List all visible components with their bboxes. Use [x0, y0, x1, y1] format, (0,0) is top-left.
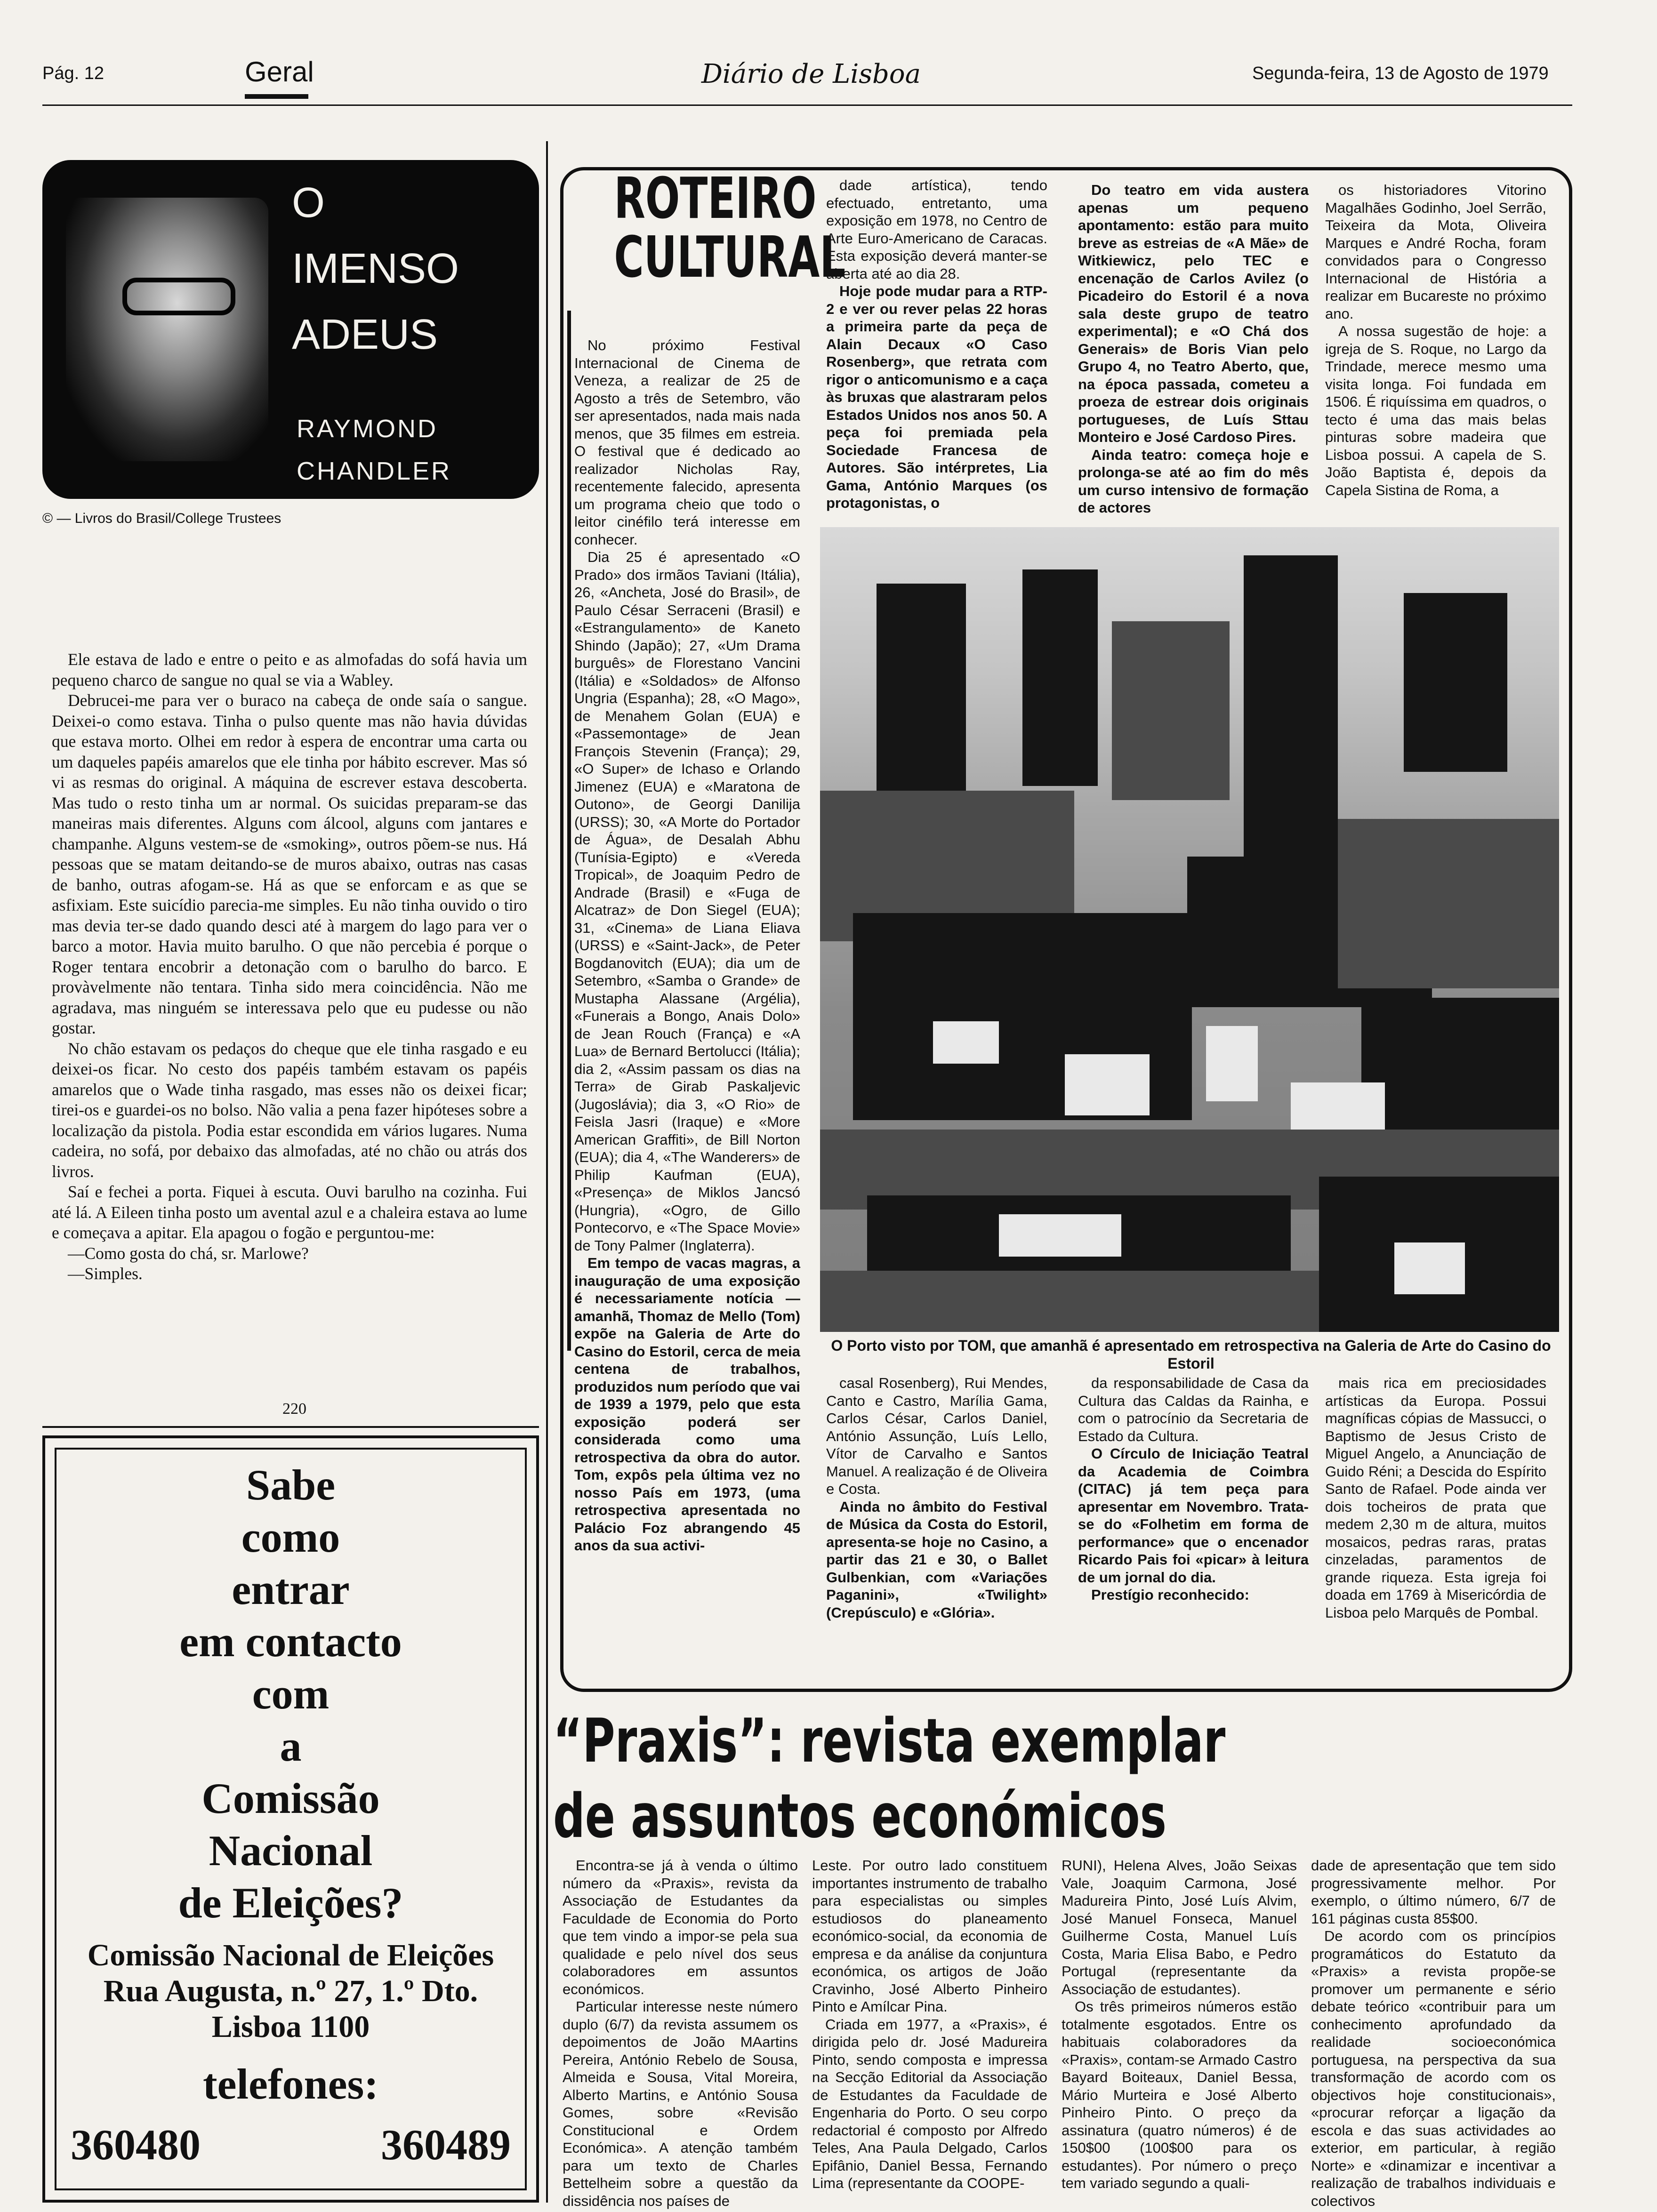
- story-paragraph: Ele estava de lado e entre o peito e as almofadas do sofá havia um pequeno charco de sangue no qual se via a Wabley.: [52, 650, 527, 689]
- ad-line: como: [241, 1513, 340, 1561]
- roteiro-paragraph: Prestígio reconhecido:: [1091, 1587, 1249, 1603]
- praxis-paragraph: RUNI), Helena Alves, João Seixas Vale, Joaquim Carmona, José Madureira Pinto, José Luís Alvim, José Manuel Fonseca, Manuel Guilherme Costa, Manuel Luís Costa, Maria Elisa Babo, e Pedro Portugal (representante da Associação de estudantes).: [1062, 1857, 1297, 1997]
- roteiro-left-bar: [567, 311, 571, 1351]
- column-separator: [546, 141, 548, 2203]
- praxis-column-1: [563, 1857, 798, 2210]
- serial-author-last: CHANDLER: [297, 457, 452, 485]
- ad-inner-frame: [55, 1448, 527, 2190]
- roteiro-paragraph: A nossa sugestão de hoje: a igreja de S. Roque, no Largo da Trindade, merece mesmo uma visita longa. Foi fundada em 1506. É riquíssima em quadros, o tecto é uma das mais belas pinturas sobre madeira que Lisboa possui. A capela de S. João Baptista é, depois da Capela Sistina de Roma, a: [1325, 323, 1546, 498]
- roteiro-column-4: [1325, 181, 1546, 499]
- roteiro-title-line2: CULTURAL: [614, 225, 846, 290]
- story-dialogue: —Simples.: [68, 1264, 143, 1283]
- ad-line: entrar: [232, 1565, 350, 1613]
- ad-line: Nacional: [209, 1827, 373, 1875]
- ad-phone-1: 360480: [71, 2121, 201, 2169]
- roteiro-paragraph: Ainda no âmbito do Festival de Música da Costa do Estoril, apresenta-se hoje no Casino, a partir das 21 e 30, o Ballet Gulbenkian, com «Variações Paganini», «Twilight» (Crepúsculo) e «Glória».: [826, 1498, 1047, 1621]
- roteiro-paragraph: Hoje pode mudar para a RTP-2 e ver ou rever pelas 22 horas a primeira parte da peça de Alain Decaux «O Caso Rosenberg», que retrata com rigor o anticomunismo e a caça às bruxas que alastraram pelos Estados Unidos nos anos 50. A peça foi premiada pela Sociedade Francesa de Autores. São intérpretes, Lia Gama, António Marques (os protagonistas, o: [826, 283, 1047, 511]
- serial-story: [52, 649, 527, 1284]
- roteiro-paragraph: O Círculo de Iniciação Teatral da Academia de Coimbra (CITAC) já tem peça para apresentar em Novembro. Trata-se do «Folhetim em forma de performance» que o encenador Ricardo Pais foi «picar» à leitura de um jornal do dia.: [1078, 1445, 1309, 1586]
- roteiro-paragraph: casal Rosenberg), Rui Mendes, Canto e Castro, Marília Gama, Carlos César, Carlos Daniel, António Assunção, Luís Lello, Vítor de Carvalho e Santos Manuel. A realização é de Oliveira e Costa.: [826, 1375, 1047, 1497]
- ad-line: em contacto: [179, 1618, 402, 1666]
- praxis-paragraph: dade de apresentação que tem sido progressivamente melhor. Por exemplo, o último número, 6/7 de 161 páginas custa 85$00.: [1311, 1857, 1556, 1927]
- page-number: Pág. 12: [42, 64, 104, 83]
- praxis-headline-line1: “Praxis”: revista exemplar: [553, 1706, 1226, 1776]
- praxis-paragraph: Encontra-se já à venda o último número da «Praxis», revista da Associação de Estudantes da Faculdade de Economia do Porto que tem vindo a impor-se pela sua qualidade e pelo nível dos seus colaboradores em assuntos económicos.: [563, 1857, 798, 1997]
- story-paragraph: No chão estavam os pedaços do cheque que ele tinha rasgado e eu deixei-os ficar. No cesto dos papéis também estavam os papéis amarelos que o Wade tinha rasgado, mas esses não os deixei ficar; tirei-os e guardei-os no bolso. Não valia a pena fazer hipóteses sobre a localização da pistola. Podia estar escondida em vários lugares. Numa cadeira, no sofá, por debaixo das almofadas, até no chão ou atrás dos livros.: [52, 1039, 527, 1181]
- roteiro-column-3: [1078, 181, 1309, 517]
- serial-title-line1: IMENSO: [292, 245, 459, 292]
- serial-title-o: O: [292, 179, 325, 226]
- roteiro-paragraph: Em tempo de vacas magras, a inauguração de uma exposição é necessariamente notícia — amanhã, Thomaz de Mello (Tom) expõe na Galeria de Arte do Casino do Estoril, cerca de meia centena de trabalhos, produzidos num período que vai de 1939 a 1979, pelo que esta exposição poderá ser considerada como uma retrospectiva da obra do autor. Tom, expôs pela última vez no nosso País em 1973, (uma retrospectiva apresentada no Palácio Foz abrangendo 45 anos da sua activi-: [574, 1255, 800, 1554]
- ad-phone-numbers: [71, 2120, 511, 2170]
- newspaper-title: Diário de Lisboa: [701, 59, 921, 89]
- roteiro-column-3-bottom: [1078, 1374, 1309, 1604]
- header-rule: [42, 104, 1572, 106]
- praxis-paragraph: Criada em 1977, a «Praxis», é dirigida pelo dr. José Madureira Pinto, sendo composta e impressa na Secção Editorial da Associação de Estudantes da Faculdade de Engenharia do Porto. O seu corpo redactorial é composto por Alfredo Teles, Ana Paula Delgado, Carlos Epifânio, Daniel Bessa, Fernando Lima (representante da COOPE-: [812, 2016, 1047, 2191]
- cne-advertisement: [42, 1435, 539, 2203]
- roteiro-paragraph: Ainda teatro: começa hoje e prolonga-se até ao fim do mês um curso intensivo de formação de actores: [1078, 446, 1309, 516]
- serial-page-number: 220: [282, 1400, 306, 1418]
- roteiro-title-line1: ROTEIRO: [614, 166, 817, 232]
- praxis-paragraph: De acordo com os princípios programáticos do Estatuto da «Praxis» a revista propõe-se promover um permanente e sério debate teórico «contribuir para um conhecimento aprofundado da realidade socioeconómica portuguesa, na perspectiva da sua transformação de acordo com os objectivos hoje constitucionais», «procurar reforçar a ligação da escola e das suas actividades ao exterior, em particular, à região Norte» e «dinamizar e incentivar a realização de trabalhos individuais e colectivos: [1311, 1928, 1556, 2209]
- tom-porto-painting: [820, 527, 1559, 1332]
- ad-line: de Eleições?: [178, 1879, 403, 1927]
- roteiro-paragraph: os historiadores Vitorino Magalhães Godinho, Joel Serrão, Teixeira da Mota, Oliveira Marques e André Rocha, foram convidados para o Congresso Internacional de História a realizar em Bucareste no próximo ano.: [1325, 182, 1546, 322]
- praxis-column-4: [1311, 1857, 1556, 2210]
- ad-address-street: Rua Augusta, n.º 27, 1.º Dto.: [103, 1974, 478, 2008]
- ad-address-city: Lisboa 1100: [211, 2010, 370, 2044]
- roteiro-paragraph: mais rica em preciosidades artísticas da Europa. Possui magníficas cópias de Massucci, o Baptismo de Jesus Cristo de Miguel Angelo, a Anunciação de Guido Réni; a Descida do Espírito Santo de Rafael. Pode ainda ver dois tocheiros de prata que medem 2,30 m de altura, muitos mosaicos, pedras raras, pratas cinzeladas, paramentos de grande riqueza. Esta igreja foi doada em 1769 à Misericórdia de Lisboa pelo Marquês de Pombal.: [1325, 1375, 1546, 1621]
- ad-phone-2: 360489: [381, 2121, 511, 2169]
- serial-bottom-rule: [42, 1426, 539, 1428]
- issue-date: Segunda-feira, 13 de Agosto de 1979: [1252, 64, 1549, 83]
- author-portrait: [66, 198, 268, 461]
- ad-line: a: [280, 1722, 302, 1770]
- section-underline: [245, 94, 308, 99]
- serial-credit: © — Livros do Brasil/College Trustees: [42, 511, 282, 526]
- roteiro-column-1: [574, 337, 800, 1555]
- roteiro-column-2-bottom: [826, 1374, 1047, 1621]
- ad-line: Comissão: [201, 1774, 380, 1822]
- ad-phones-title: telefones:: [203, 2060, 378, 2108]
- story-paragraph: Saí e fechei a porta. Fiquei à escuta. Ouvi barulho na cozinha. Fui até lá. A Eileen tinha posto um avental azul e a chaleira estava ao lume e começava a apitar. Ela apagou o fogão e perguntou-me:: [52, 1182, 527, 1242]
- praxis-paragraph: Os três primeiros números estão totalmente esgotados. Entre os habituais colaboradores da «Praxis», contam-se Armado Castro Bayard Boiteaux, Daniel Bessa, Mário Murteira e José Alberto Pinheiro Pinto. O preço da assinatura (quatro números) é de 150$00 (100$00 para os estudantes). Por número o preço tem variado segundo a quali-: [1062, 1998, 1297, 2191]
- ad-line: Sabe: [246, 1461, 336, 1509]
- roteiro-paragraph: Dia 25 é apresentado «O Prado» dos irmãos Taviani (Itália), 26, «Ancheta, José do Brasil», de Paulo César Serraceni (Brasil) e «Estrangulamento» de Kaneto Shindo (Japão); 27, «Um Drama burguês» de Florestano Vancini (Itália) e «Soldados» de Alfonso Ungria (Espanha); 28, «O Mago», de Menahem Golan (EUA) e «Passemontage» de Jean François Stevenin (França); 29, «O Super» de Ichaso e Orlando Jimenez (EUA) e «Maratona de Outono», de Georgi Danilija (URSS); 30, «A Morte do Portador de Água», de Desalah Abhu (Tunísia-Egipto) e «Vereda Tropical», de Joaquim Pedro de Andrade (Brasil) e «Fuga de Alcatraz» de Don Siegel (EUA); 31, «Cinema» de Liana Eliava (URSS) e «Saint-Jack», de Peter Bogdanovitch (EUA); dia um de Setembro, «Samba o Grande» de Mustapha Alassane (Argélia), «Funerais a Bongo, Anais Dolo» de Jean Rouch (França) e «A Lua» de Bernard Bertolucci (Itália); dia 2, «Assim passam os dias na Terra» de Girab Paskaljevic (Jugoslávia); dia 3, «O Rio» de Feisla Jasri (Iraque) e «More American Graffiti», de Bill Norton (EUA); dia 4, «The Wanderers» de Philip Kaufman (EUA), «Presença» de Miklos Jancsó (Hungria), «Ogro, de Gillo Pontecorvo, e «The Space Movie» de Tony Palmer (Inglaterra).: [574, 549, 800, 1254]
- praxis-paragraph: Particular interesse neste número duplo (6/7) da revista assumem os depoimentos de João MAartins Pereira, António Rebelo de Sousa, Almeida e Sousa, Vital Moreira, Alberto Martins, e António Sousa Gomes, sobre «Revisão Constitucional e Ordem Económica». A atenção também para um texto de Charles Bettelheim sobre a questão da dissidência nos países de: [563, 1998, 798, 2209]
- roteiro-column-4-bottom: [1325, 1374, 1546, 1621]
- roteiro-title: [614, 166, 846, 290]
- roteiro-paragraph: No próximo Festival Internacional de Cinema de Veneza, a realizar de 25 de Agosto a três de Setembro, vão ser apresentados, nada mais nada menos, que 35 filmes em estreia. O festival que é dedicado ao realizador Nicholas Ray, recentemente falecido, apresenta um programa cheio que todo o leitor cinéfilo terá interesse em conhecer.: [574, 337, 800, 548]
- roteiro-paragraph: Do teatro em vida austera apenas um pequeno apontamento: estão para muito breve as estreias de «A Mãe» de Witkiewicz, pelo TEC e encenação de Carlos Avilez (o Picadeiro do Estoril é a nova sala deste grupo de teatro experimental); e «O Chá dos Generais» de Boris Vian pelo Grupo 4, no Teatro Aberto, que, na época passada, cometeu a proeza de estrear dois originais portugueses, de Luís Sttau Monteiro e José Cardoso Pires.: [1078, 182, 1309, 445]
- praxis-headline-line2: de assuntos económicos: [553, 1781, 1167, 1851]
- serial-title-line2: ADEUS: [292, 311, 438, 358]
- praxis-paragraph: Leste. Por outro lado constituem importantes instrumento de trabalho para especialistas ou simples estudiosos do planeamento económico-social, da economia de empresa e da análise da conjuntura económica, os artigos de João Cravinho, José Alberto Pinheiro Pinto e Amílcar Pina.: [812, 1857, 1047, 2015]
- story-paragraph: Debrucei-me para ver o buraco na cabeça de onde saía o sangue. Deixei-o como estava. Tinha o pulso quente mas não havia dúvidas que estava morto. Olhei em redor à espera de encontrar uma carta ou um daqueles papéis amarelos que ele tinha por hábito escrever. Mas só vi as resmas do original. A máquina de escrever estava descoberta. Mas tudo o resto tinha um ar normal. Os suicidas preparam-se das maneiras mais diferentes. Alguns com álcool, alguns com jantares e champanhe. Alguns vestem-se de «smoking», outros põem-se nus. Há pessoas que se matam deitando-se de muros abaixo, outras nas casas de banho, outras afogam-se. Há as que se enforcam e as que se asfixiam. Este suicídio parecia-me simples. Eu não tinha ouvido o tiro mas devia ter-se dado quando desci até à margem do lago para ver o barco a motor. Havia muito barulho. O que não percebia é porque o Roger tentara encobrir a detonação com o barulho do barco. E provàvelmente não tentara. Tinha sido mera coincidência. Não me agradava, mas ninguém se interessava pelo que eu pudesse ou não gostar.: [52, 691, 527, 1037]
- section-name: Geral: [245, 56, 314, 88]
- ad-address-name: Comissão Nacional de Eleições: [87, 1938, 494, 1972]
- roteiro-paragraph: dade artística), tendo efectuado, entretanto, uma exposição em 1978, no Centro de Arte Euro-Americano de Caracas. Esta exposição deverá manter-se aberta até ao dia 28.: [826, 177, 1047, 282]
- roteiro-paragraph: da responsabilidade de Casa da Cultura das Caldas da Rainha, e com o patrocínio da Secretaria de Estado da Cultura.: [1078, 1375, 1309, 1444]
- praxis-column-2: [812, 1857, 1047, 2192]
- praxis-column-3: [1062, 1857, 1297, 2192]
- roteiro-column-2: [826, 176, 1047, 512]
- praxis-headline: [553, 1704, 1225, 1854]
- serial-author-first: RAYMOND: [297, 415, 438, 443]
- story-dialogue: —Como gosta do chá, sr. Marlowe?: [68, 1243, 309, 1263]
- painting-caption: O Porto visto por TOM, que amanhã é apresentado em retrospectiva na Galeria de Arte do Casino do Estoril: [831, 1337, 1551, 1372]
- ad-line: com: [252, 1670, 330, 1718]
